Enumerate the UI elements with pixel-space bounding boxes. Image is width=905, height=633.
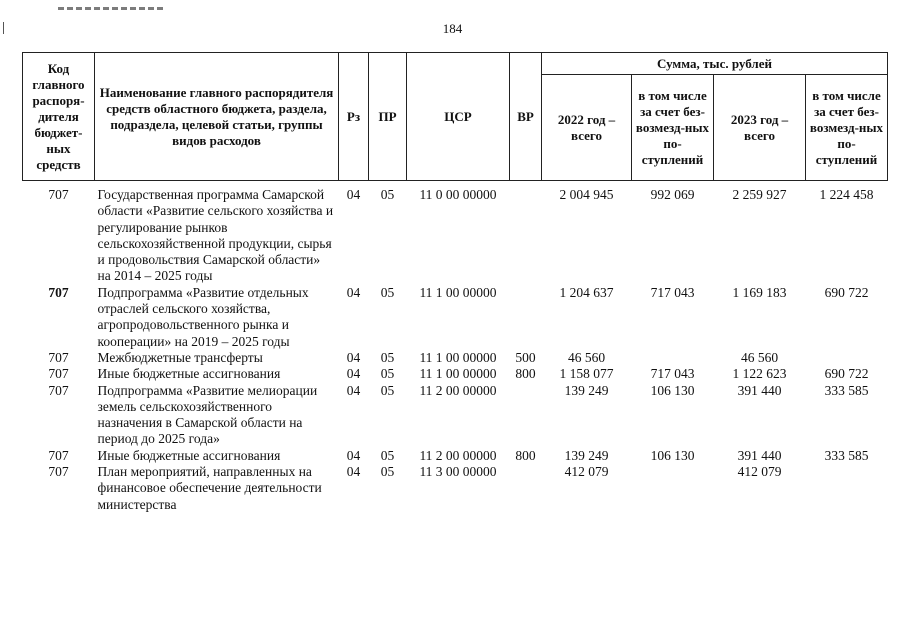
cell-csr: 11 1 00 00000 xyxy=(419,284,497,300)
cell-2022-total: 139 249 xyxy=(564,447,609,463)
cell-code: 707 xyxy=(48,284,69,300)
cell-vr xyxy=(510,285,542,350)
table-row xyxy=(23,366,888,382)
header-vr: ВР xyxy=(510,53,542,181)
cell-2023-free: 333 585 xyxy=(824,447,869,463)
scan-artifact xyxy=(58,7,163,10)
cell-vr: 800 xyxy=(515,366,536,382)
cell-2023-free: 690 722 xyxy=(824,284,869,300)
cell-csr: 11 2 00 00000 xyxy=(419,447,497,463)
cell-csr: 11 0 00 00000 xyxy=(419,187,497,202)
cell-2023-total: 391 440 xyxy=(737,382,782,398)
cell-2023-free: 690 722 xyxy=(824,366,869,382)
cell-2022-total: 139 249 xyxy=(564,382,609,398)
cell-code: 707 xyxy=(48,187,69,202)
cell-2022-free: 106 130 xyxy=(650,447,695,463)
cell-2022-free xyxy=(632,464,714,513)
cell-2023-total: 391 440 xyxy=(737,447,782,463)
cell-code: 707 xyxy=(48,349,69,365)
header-sum-group: Сумма, тыс. рублей xyxy=(542,53,888,75)
cell-csr: 11 1 00 00000 xyxy=(419,349,497,365)
cell-rz: 04 xyxy=(346,382,361,398)
cell-2022-free: 106 130 xyxy=(650,382,695,398)
cell-pr: 05 xyxy=(380,284,395,300)
cell-vr xyxy=(510,187,542,285)
page-number: 184 xyxy=(442,21,463,36)
header-csr: ЦСР xyxy=(407,53,510,181)
budget-table xyxy=(22,52,888,513)
cell-name: Иные бюджетные ассигнования xyxy=(97,447,281,463)
cell-2022-total: 2 004 945 xyxy=(559,187,614,202)
cell-2022-free xyxy=(632,350,714,366)
cell-rz: 04 xyxy=(346,447,361,463)
header-2022-total: 2022 год – всего xyxy=(542,75,632,181)
cell-rz: 04 xyxy=(346,366,361,382)
cell-2022-free: 717 043 xyxy=(650,366,695,382)
header-2023-total: 2023 год – всего xyxy=(714,75,806,181)
cell-name: Подпрограмма «Развитие отдельных отраслей сельского хозяйства, агропродовольственного рынка и кооперации» на 2019 – 2025 годы xyxy=(97,284,309,349)
table-body xyxy=(23,181,888,513)
cell-2023-free xyxy=(806,350,888,366)
table-row xyxy=(23,350,888,366)
cell-csr: 11 3 00 00000 xyxy=(419,464,497,480)
cell-2023-total: 46 560 xyxy=(740,349,779,365)
cell-rz: 04 xyxy=(346,187,361,202)
header-rz: Рз xyxy=(339,53,369,181)
cell-csr: 11 2 00 00000 xyxy=(419,382,497,398)
cell-2022-total: 1 204 637 xyxy=(559,284,614,300)
cell-2023-total: 1 122 623 xyxy=(732,366,787,382)
cell-2023-total: 412 079 xyxy=(737,464,782,480)
header-2023-free: в том числе за счет без-возмезд-ных по-ступлений xyxy=(806,75,888,181)
cell-vr: 500 xyxy=(515,349,536,365)
cell-2022-total: 1 158 077 xyxy=(559,366,614,382)
cell-2022-free: 992 069 xyxy=(650,187,695,202)
cell-pr: 05 xyxy=(380,447,395,463)
cell-name: Иные бюджетные ассигнования xyxy=(97,366,281,382)
cell-code: 707 xyxy=(48,447,69,463)
cell-pr: 05 xyxy=(380,187,395,202)
cell-pr: 05 xyxy=(380,382,395,398)
cell-2023-free xyxy=(806,464,888,513)
header-pr: ПР xyxy=(369,53,407,181)
cell-2023-total: 1 169 183 xyxy=(732,284,787,300)
cell-rz: 04 xyxy=(346,284,361,300)
header-name: Наименование главного распорядителя средств областного бюджета, раздела, подраздела, целевой статьи, группы видов расходов xyxy=(95,53,339,181)
cell-name: Государственная программа Самарской области «Развитие сельского хозяйства и регулирование рынков сельскохозяйственной продукции, сырья и продовольствия Самарской области» на 2014 – 2025 годы xyxy=(97,187,334,284)
cell-2022-total: 412 079 xyxy=(564,464,609,480)
cell-vr: 800 xyxy=(515,447,536,463)
table-row xyxy=(23,448,888,464)
header-2022-free: в том числе за счет без-возмезд-ных по-ступлений xyxy=(632,75,714,181)
cell-code: 707 xyxy=(48,382,69,398)
cell-2022-free: 717 043 xyxy=(650,284,695,300)
table-header xyxy=(23,53,888,181)
cell-pr: 05 xyxy=(380,464,395,480)
cell-csr: 11 1 00 00000 xyxy=(419,366,497,382)
table-row xyxy=(23,464,888,513)
cell-pr: 05 xyxy=(380,349,395,365)
cell-pr: 05 xyxy=(380,366,395,382)
cell-rz: 04 xyxy=(346,349,361,365)
cell-rz: 04 xyxy=(346,464,361,480)
cell-name: Межбюджетные трансферты xyxy=(97,349,263,365)
cell-2023-free: 333 585 xyxy=(824,382,869,398)
cell-2022-total: 46 560 xyxy=(567,349,606,365)
cell-code: 707 xyxy=(48,464,69,480)
table-row xyxy=(23,285,888,350)
cell-vr xyxy=(510,464,542,513)
cell-code: 707 xyxy=(48,366,69,382)
cell-2023-total: 2 259 927 xyxy=(732,187,787,202)
table-row xyxy=(23,187,888,285)
cell-2023-free: 1 224 458 xyxy=(819,187,874,202)
header-code: Код главного распоря-дителя бюджет-ных средств xyxy=(23,53,95,181)
cell-name: Подпрограмма «Развитие мелиорации земель сельскохозяйственного назначения в Самарской области на период до 2025 года» xyxy=(97,382,318,447)
table-row xyxy=(23,383,888,448)
cell-name: План мероприятий, направленных на финансовое обеспечение деятельности министерства xyxy=(97,464,322,512)
cell-vr xyxy=(510,383,542,448)
